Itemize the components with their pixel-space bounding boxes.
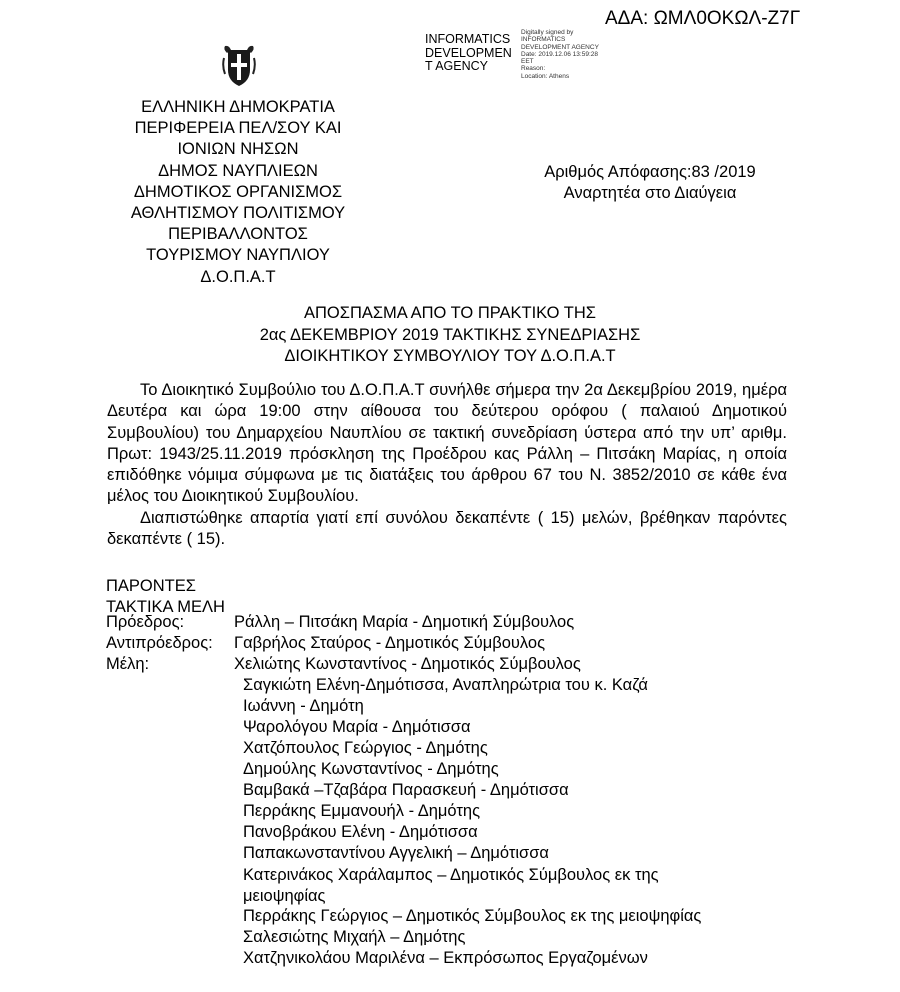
issuer-line: ΙΟΝΙΩΝ ΝΗΣΩΝ bbox=[177, 140, 299, 159]
president-role: Πρόεδρος: bbox=[106, 613, 185, 631]
ada-code: ΑΔΑ: ΩΜΛ0ΟΚΩΛ-Ζ7Γ bbox=[605, 8, 801, 29]
issuer-line: ΠΕΡΙΦΕΡΕΙΑ ΠΕΛ/ΣΟΥ ΚΑΙ bbox=[134, 119, 342, 138]
decision-number: Αριθμός Απόφασης:83 /2019 bbox=[544, 163, 756, 181]
member-item: Σαγκιώτη Ελένη-Δημότισσα, Αναπληρώτρια του κ. Καζά bbox=[243, 676, 648, 694]
member-item: Χατζόπουλος Γεώργιος - Δημότης bbox=[243, 739, 488, 757]
president-name: Ράλλη – Πιτσάκη Μαρία - Δημοτική Σύμβουλος bbox=[234, 613, 575, 631]
document-heading bbox=[150, 303, 750, 368]
issuer-line: ΑΘΛΗΤΙΣΜΟΥ ΠΟΛΙΤΙΣΜΟΥ bbox=[130, 204, 346, 223]
issuer-line: ΔΗΜΟΣ ΝΑΥΠΛΙΕΩΝ bbox=[158, 161, 318, 180]
issuer-line: Δ.Ο.Π.Α.Τ bbox=[200, 267, 276, 286]
signature-detail-line: Date: 2019.12.06 13:59:28 bbox=[521, 50, 598, 58]
signature-detail-line: INFORMATICS bbox=[521, 36, 566, 44]
intro-paragraph: Διαπιστώθηκε απαρτία γιατί επί συνόλου δεκαπέντε ( 15) μελών, βρέθηκαν παρόντες δεκαπέντε ( 15). bbox=[107, 508, 787, 549]
signature-detail-line: Reason: bbox=[521, 65, 546, 73]
member-item: Περράκης Εμμανουήλ - Δημότης bbox=[243, 802, 481, 820]
heading-line: ΔΙΟΙΚΗΤΙΚΟΥ ΣΥΜΒΟΥΛΙΟΥ ΤΟΥ Δ.Ο.Π.Α.Τ bbox=[284, 347, 616, 365]
member-item: Παπακωνσταντίνου Αγγελική – Δημότισσα bbox=[243, 844, 549, 862]
signature-org-line: DEVELOPMEN bbox=[425, 45, 512, 60]
digital-signature-org bbox=[425, 33, 512, 74]
issuer-block bbox=[100, 97, 376, 288]
signature-detail-line: EET bbox=[521, 58, 534, 66]
present-subtitle: ΤΑΚΤΙΚΑ ΜΕΛΗ bbox=[106, 598, 225, 616]
issuer-line: ΠΕΡΙΒΑΛΛΟΝΤΟΣ bbox=[168, 225, 308, 244]
signature-org-line: T AGENCY bbox=[425, 59, 488, 73]
member-item: Ιωάννη - Δημότη bbox=[243, 697, 364, 715]
digital-signature-details bbox=[521, 29, 599, 80]
intro-paragraph: Το Διοικητικό Συμβούλιο του Δ.Ο.Π.Α.Τ συνήλθε σήμερα την 2α Δεκεμβρίου 2019, ημέρα Δευτέρα και ώρα 19:00 στην αίθουσα του δεύτερου ορόφου ( παλαιού Δημοτικού Συμβουλίου) του Δημαρχείου Ναυπλίου σε τακτική συνεδρίαση ύστερα από την υπ’ αριθμ. Πρωτ: 1943/25.11.2019 πρόσκληση της Προέδρου κας Ράλλη – Πιτσάκη Μαρίας, η οποία επιδόθηκε νόμιμα σύμφωνα με τις διατάξεις του άρθρου 67 του Ν. 3852/2010 σε κάθε ένα μέλος του Διοικητικού Συμβουλίου. bbox=[107, 381, 787, 506]
decision-posted-note: Αναρτητέα στο Διαύγεια bbox=[563, 184, 737, 202]
member-item: Βαμβακά –Τζαβάρα Παρασκευή - Δημότισσα bbox=[243, 781, 569, 799]
signature-detail-line: Digitally signed by bbox=[521, 29, 574, 36]
signature-org-line: INFORMATICS bbox=[425, 32, 511, 46]
member-item: Ψαρολόγου Μαρία - Δημότισσα bbox=[243, 718, 471, 736]
signature-detail-line: Location: Athens bbox=[521, 72, 570, 80]
member-item: Χατζηνικολάου Μαριλένα – Εκπρόσωπος Εργαζομένων bbox=[243, 949, 648, 967]
greek-coat-of-arms-icon bbox=[221, 44, 257, 88]
heading-line: ΑΠΟΣΠΑΣΜΑ ΑΠΟ ΤΟ ΠΡΑΚΤΙΚΟ ΤΗΣ bbox=[303, 304, 596, 322]
issuer-line: ΤΟΥΡΙΣΜΟΥ ΝΑΥΠΛΙΟΥ bbox=[146, 246, 330, 265]
members-role: Μέλη: bbox=[106, 655, 150, 673]
vice-president-role: Αντιπρόεδρος: bbox=[106, 634, 213, 652]
member-item: Κατερινάκος Χαράλαμπος – Δημοτικός Σύμβουλος εκ της μειοψηφίας bbox=[243, 866, 659, 905]
issuer-line: ΔΗΜΟΤΙΚΟΣ ΟΡΓΑΝΙΣΜΟΣ bbox=[133, 182, 343, 201]
member-item: Σαλεσιώτης Μιχαήλ – Δημότης bbox=[243, 928, 466, 946]
member-item: Πανοβράκου Ελένη - Δημότισσα bbox=[243, 823, 478, 841]
present-heading bbox=[106, 576, 225, 618]
decision-info bbox=[525, 162, 775, 204]
present-title: ΠΑΡΟΝΤΕΣ bbox=[106, 577, 196, 595]
member-item: Χελιώτης Κωνσταντίνος - Δημοτικός Σύμβουλος bbox=[234, 655, 581, 673]
member-item: Δημούλης Κωνσταντίνος - Δημότης bbox=[243, 760, 499, 778]
member-item: Περράκης Γεώργιος – Δημοτικός Σύμβουλος εκ της μειοψηφίας bbox=[243, 907, 702, 925]
heading-line: 2ας ΔΕΚΕΜΒΡΙΟΥ 2019 ΤΑΚΤΙΚΗΣ ΣΥΝΕΔΡΙΑΣΗΣ bbox=[259, 325, 641, 344]
vice-president-name: Γαβρήλος Σταύρος - Δημοτικός Σύμβουλος bbox=[234, 634, 546, 652]
intro-text bbox=[107, 380, 787, 550]
signature-detail-line: DEVELOPMENT AGENCY bbox=[521, 43, 599, 51]
issuer-line: ΕΛΛΗΝΙΚΗ ΔΗΜΟΚΡΑΤΙΑ bbox=[141, 98, 335, 116]
